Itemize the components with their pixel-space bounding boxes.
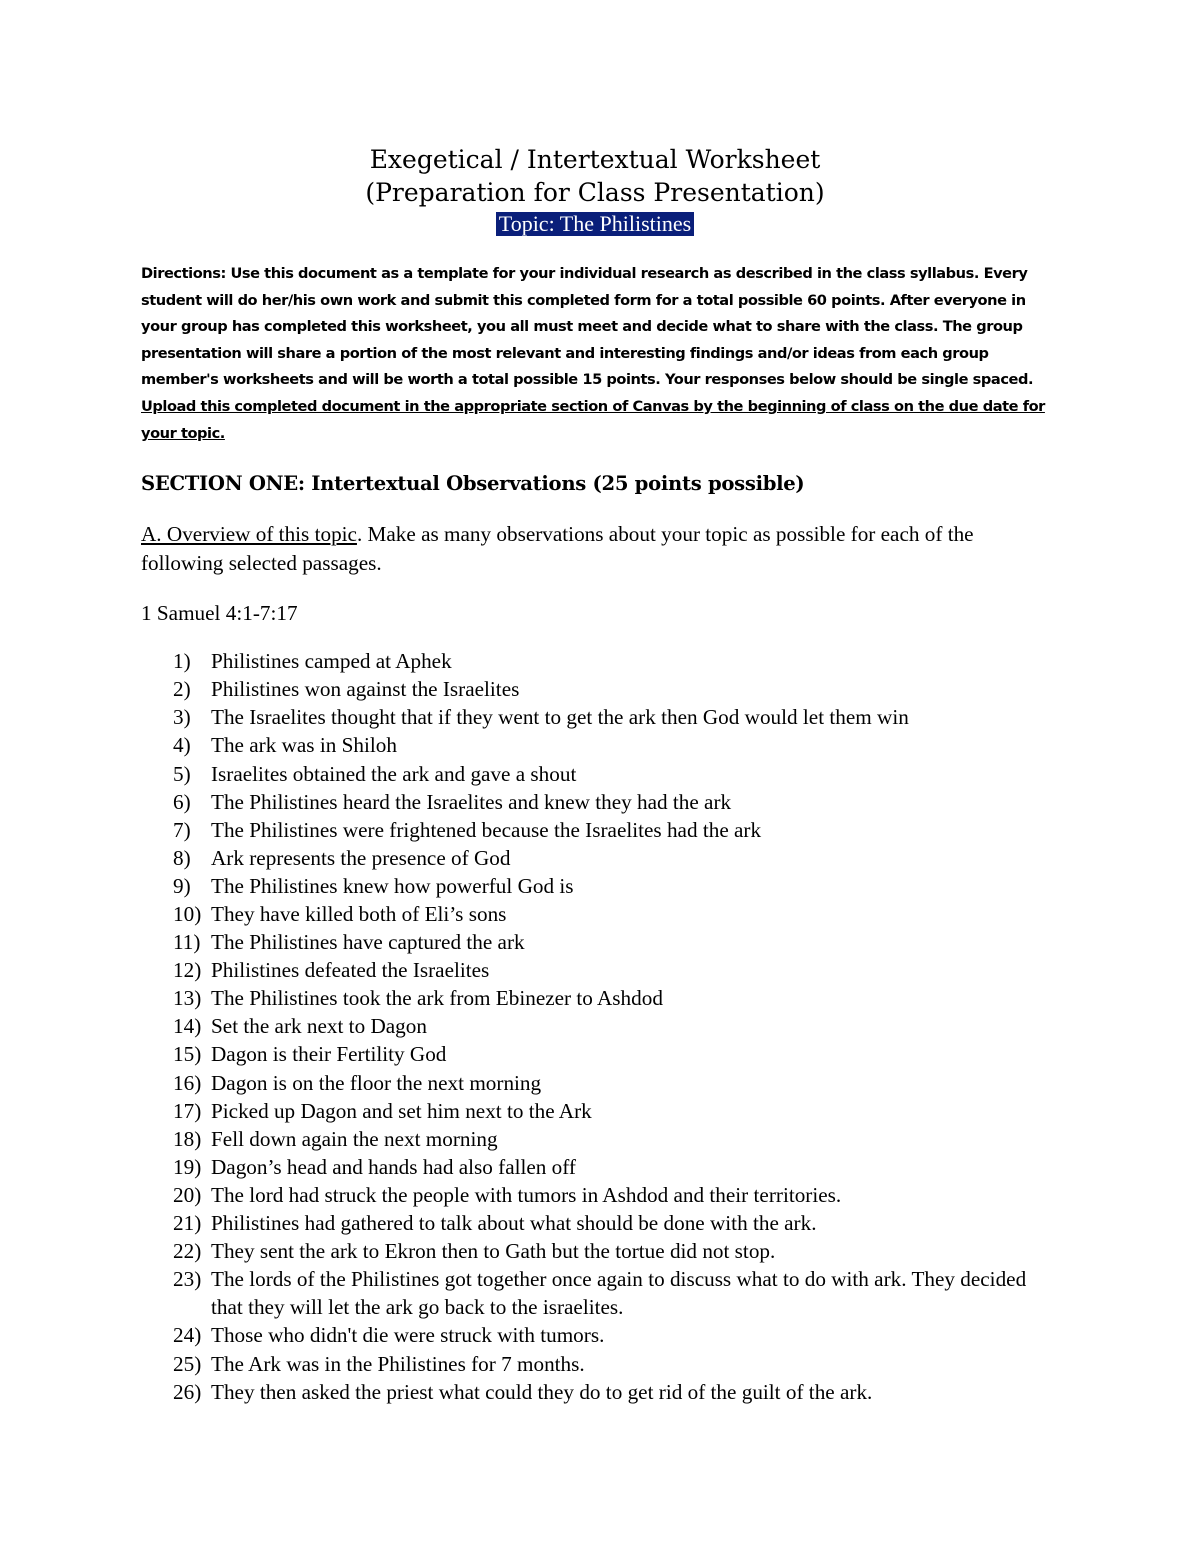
- section-one-heading: SECTION ONE: Intertextual Observations (25 points possible): [141, 472, 805, 496]
- observation-item: [141, 1378, 1041, 1406]
- observation-item: [141, 928, 1041, 956]
- observation-number: 12): [173, 958, 202, 983]
- observation-item: [141, 1181, 1041, 1209]
- topic-line: [141, 209, 1049, 237]
- observation-number: 2): [173, 677, 191, 702]
- observation-text: The Philistines knew how powerful God is: [211, 873, 574, 898]
- observation-item: [141, 788, 1041, 816]
- observation-number: 6): [173, 789, 191, 814]
- document-subtitle: (Preparation for Class Presentation): [365, 178, 825, 207]
- observation-text: They then asked the priest what could they do to get rid of the guilt of the ark.: [211, 1379, 873, 1404]
- observation-text: Those who didn't die were struck with tumors.: [211, 1323, 605, 1348]
- observation-text: The Israelites thought that if they went to get the ark then God would let them win: [211, 705, 909, 730]
- topic-label[interactable]: Topic: The Philistines: [496, 212, 694, 236]
- observation-item: [141, 1012, 1041, 1040]
- observation-number: 17): [173, 1098, 202, 1123]
- directions-paragraph: [141, 261, 1053, 447]
- observation-item: [141, 1209, 1041, 1237]
- observation-item: [141, 1069, 1041, 1097]
- observation-number: 16): [173, 1070, 202, 1095]
- observation-item: [141, 1153, 1041, 1181]
- observation-text: Ark represents the presence of God: [211, 845, 511, 870]
- observation-text: Set the ark next to Dagon: [211, 1014, 427, 1039]
- overview-paragraph: [141, 520, 1051, 578]
- observation-number: 14): [173, 1014, 202, 1039]
- observation-number: 7): [173, 817, 191, 842]
- observation-text: The lord had struck the people with tumors in Ashdod and their territories.: [211, 1182, 842, 1207]
- observation-item: [141, 816, 1041, 844]
- observation-item: [141, 731, 1041, 759]
- observation-text: Dagon is on the floor the next morning: [211, 1070, 542, 1095]
- observation-text: The Philistines heard the Israelites and knew they had the ark: [211, 789, 732, 814]
- observation-text: The ark was in Shiloh: [211, 733, 397, 758]
- observation-number: 23): [173, 1267, 202, 1292]
- observation-item: [141, 900, 1041, 928]
- overview-text: . Make as many observations about your topic as possible for each of the following selected passages.: [141, 522, 974, 576]
- directions-text: Directions: Use this document as a template for your individual research as described in the class syllabus. Every student will do her/his own work and submit this completed form for a total possible 60 points. After everyone in your group has completed this worksheet, you all must meet and decide what to share with the class. The group presentation will share a portion of the most relevant and interesting findings and/or ideas from each group member's worksheets and will be worth a total possible 15 points. Your responses below should be single spaced.: [141, 265, 1034, 389]
- observation-text: Philistines defeated the Israelites: [211, 958, 490, 983]
- observation-text: They sent the ark to Ekron then to Gath but the tortue did not stop.: [211, 1239, 776, 1264]
- observation-text: They have killed both of Eli’s sons: [211, 902, 507, 926]
- document-title: Exegetical / Intertextual Worksheet: [369, 145, 821, 174]
- observation-number: 13): [173, 986, 202, 1011]
- observation-number: 20): [173, 1182, 202, 1207]
- observation-text: Picked up Dagon and set him next to the Ark: [211, 1098, 592, 1123]
- observation-number: 1): [173, 649, 191, 674]
- observation-text: The lords of the Philistines got together once again to discuss what to do with ark. They decided that they will let the ark go back to the israelites.: [211, 1267, 1027, 1320]
- observation-number: 26): [173, 1379, 202, 1404]
- observation-number: 15): [173, 1042, 202, 1067]
- observation-item: [141, 1321, 1041, 1349]
- observation-text: Fell down again the next morning: [211, 1126, 498, 1151]
- observation-number: 24): [173, 1323, 202, 1348]
- observation-item: [141, 1237, 1041, 1265]
- observation-text: Philistines had gathered to talk about what should be done with the ark.: [211, 1211, 817, 1236]
- observation-text: Dagon is their Fertility God: [211, 1042, 447, 1067]
- observation-item: [141, 760, 1041, 788]
- observation-number: 5): [173, 761, 191, 786]
- observation-item: [141, 1125, 1041, 1153]
- observation-item: [141, 844, 1041, 872]
- observation-text: Dagon’s head and hands had also fallen off: [211, 1154, 576, 1179]
- observation-number: 10): [173, 902, 202, 926]
- observation-number: 9): [173, 873, 191, 898]
- observation-item: [141, 1265, 1041, 1321]
- observations-list: [141, 647, 1051, 1406]
- observation-text: The Philistines were frightened because the Israelites had the ark: [211, 817, 762, 842]
- document-page: [141, 143, 1051, 1406]
- observation-number: 22): [173, 1239, 202, 1264]
- observation-number: 3): [173, 705, 191, 730]
- observation-text: Philistines won against the Israelites: [211, 677, 520, 702]
- observation-item: [141, 872, 1041, 900]
- observation-text: The Ark was in the Philistines for 7 months.: [211, 1351, 585, 1376]
- observation-item: [141, 1097, 1041, 1125]
- title-block: [141, 143, 1049, 237]
- observation-text: The Philistines took the ark from Ebinezer to Ashdod: [211, 986, 663, 1011]
- observation-text: Philistines camped at Aphek: [211, 649, 452, 674]
- passage-reference: 1 Samuel 4:1-7:17: [141, 601, 298, 626]
- observation-number: 21): [173, 1211, 202, 1236]
- observation-item: [141, 703, 1041, 731]
- observation-number: 19): [173, 1154, 202, 1179]
- observation-item: [141, 1040, 1041, 1068]
- overview-label: A. Overview of this topic: [141, 522, 357, 547]
- observation-item: [141, 675, 1041, 703]
- upload-instruction: Upload this completed document in the appropriate section of Canvas by the beginning of class on the due date for your topic.: [141, 397, 1045, 442]
- observation-text: Israelites obtained the ark and gave a shout: [211, 761, 577, 786]
- observation-item: [141, 647, 1041, 675]
- observation-item: [141, 956, 1041, 984]
- observation-number: 11): [173, 930, 201, 955]
- observation-number: 18): [173, 1126, 202, 1151]
- observation-number: 4): [173, 733, 191, 758]
- observation-text: The Philistines have captured the ark: [211, 930, 525, 955]
- observation-item: [141, 1350, 1041, 1378]
- observation-item: [141, 984, 1041, 1012]
- observation-number: 25): [173, 1351, 202, 1376]
- observation-number: 8): [173, 845, 191, 870]
